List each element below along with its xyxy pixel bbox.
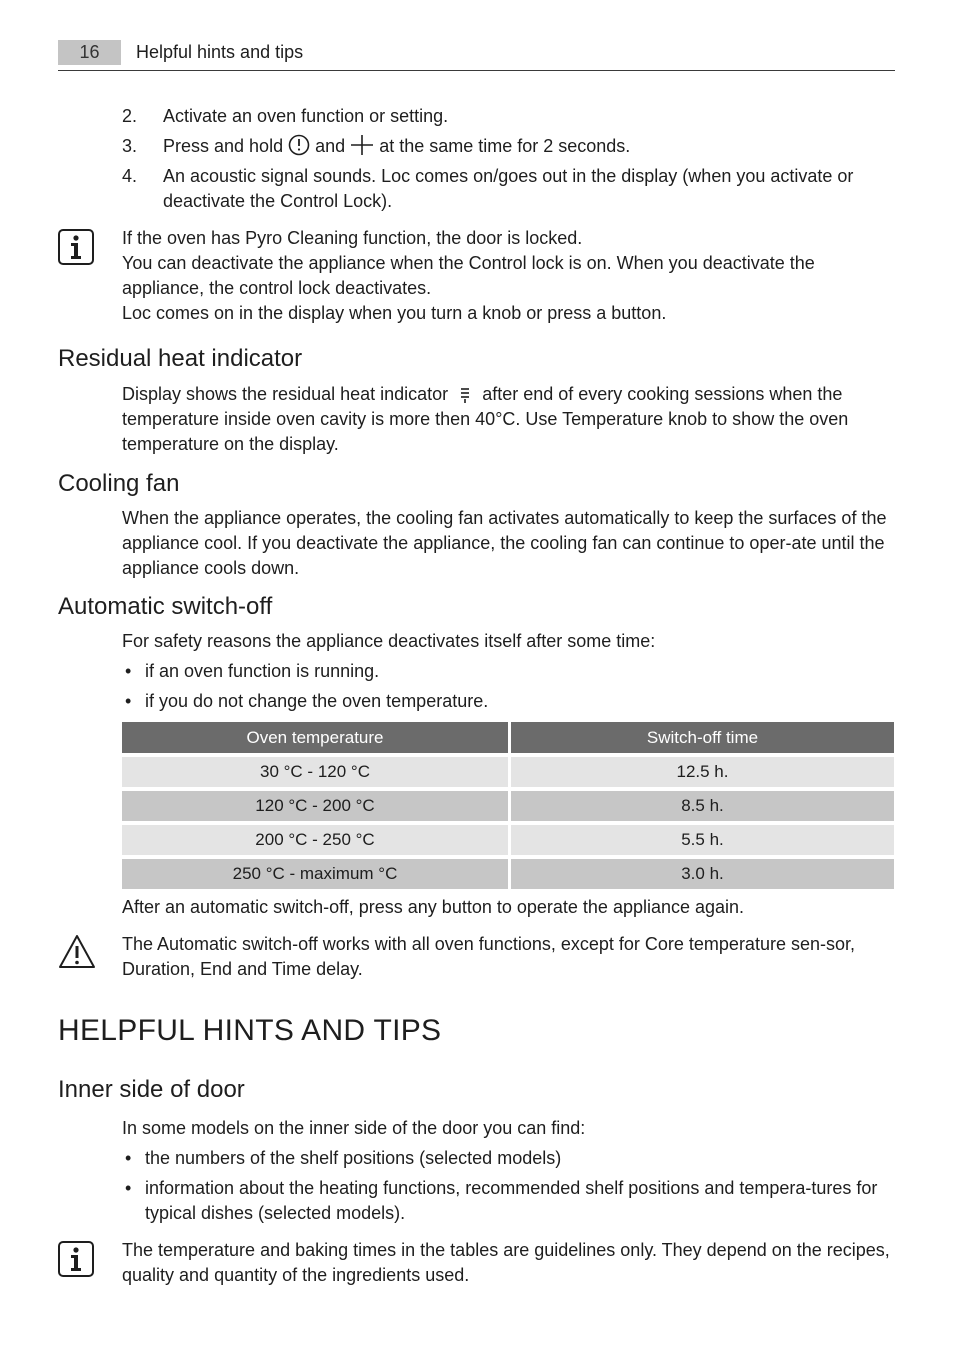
table-cell: 250 °C - maximum °C	[122, 855, 508, 889]
step-number: 4.	[122, 166, 138, 186]
info-icon	[58, 1241, 94, 1277]
info-note-guidelines: The temperature and baking times in the tables are guidelines only. They depend on the recipes, quality and quantity of the ingredients used.	[122, 1240, 890, 1285]
residual-heat-icon	[453, 385, 477, 405]
note-line: If the oven has Pyro Cleaning function, the door is locked.	[122, 228, 583, 248]
note-line: Loc comes on in the display when you turn a knob or press a button.	[122, 303, 667, 323]
table-row	[122, 787, 894, 821]
column-header: Switch-off time	[508, 722, 894, 753]
residual-heat-text	[122, 382, 894, 457]
info-note-pyro	[122, 226, 894, 326]
warning-icon	[58, 934, 96, 970]
heading-cooling-fan: Cooling fan	[58, 470, 180, 497]
step-number: 2.	[122, 106, 138, 126]
step-text-after: at the same time for 2 seconds.	[379, 136, 631, 156]
running-title: Helpful hints and tips	[136, 42, 304, 62]
step-text-before: Press and hold	[163, 136, 284, 156]
table-row	[122, 855, 894, 889]
cooling-fan-text: When the appliance operates, the cooling fan activates automatically to keep the surfaces of the appliance cool. If you deactivate the appliance, the cooling fan can continue to oper-ate until the appliance cools down.	[122, 508, 887, 578]
after-switch-off-text: After an automatic switch-off, press any button to operate the appliance again.	[122, 897, 745, 917]
table-header-row	[122, 722, 894, 753]
step-number: 3.	[122, 136, 138, 156]
page-number: 16	[58, 40, 121, 65]
residual-text-after: after end of every cooking sessions when the temperature inside oven cavity is more then 40°C. Use Temperature knob to show the oven temperature on the display.	[122, 384, 849, 454]
page-header	[58, 40, 895, 71]
table-row	[122, 821, 894, 855]
heading-automatic-switch-off: Automatic switch-off	[58, 593, 273, 620]
switch-off-intro: For safety reasons the appliance deactivates itself after some time:	[122, 631, 656, 651]
info-icon	[58, 229, 94, 265]
table-cell: 5.5 h.	[508, 821, 894, 855]
step-text: An acoustic signal sounds. Loc comes on/goes out in the display (when you activate or deactivate the Control Lock).	[163, 166, 854, 211]
table-cell: 120 °C - 200 °C	[122, 787, 508, 821]
step-text: Activate an oven function or setting.	[163, 106, 449, 126]
heading-residual-heat: Residual heat indicator	[58, 345, 303, 372]
table-cell: 200 °C - 250 °C	[122, 821, 508, 855]
section-title: HELPFUL HINTS AND TIPS	[58, 1014, 442, 1047]
table-cell: 12.5 h.	[508, 753, 894, 787]
heading-inner-side-of-door: Inner side of door	[58, 1076, 245, 1103]
table-cell: 3.0 h.	[508, 855, 894, 889]
column-header: Oven temperature	[122, 722, 508, 753]
inner-door-intro: In some models on the inner side of the door you can find:	[122, 1118, 586, 1138]
table-cell: 8.5 h.	[508, 787, 894, 821]
residual-text-before: Display shows the residual heat indicator	[122, 384, 449, 404]
table-cell: 30 °C - 120 °C	[122, 753, 508, 787]
note-line: You can deactivate the appliance when the Control lock is on. When you deactivate the appliance, the control lock deactivates.	[122, 253, 815, 298]
switch-off-table	[122, 722, 894, 889]
plus-icon	[350, 134, 374, 156]
step-text-mid: and	[315, 136, 346, 156]
clock-icon	[288, 134, 310, 156]
warning-text: The Automatic switch-off works with all oven functions, except for Core temperature sen-sor, Duration, End and Time delay.	[122, 934, 855, 979]
table-row	[122, 753, 894, 787]
